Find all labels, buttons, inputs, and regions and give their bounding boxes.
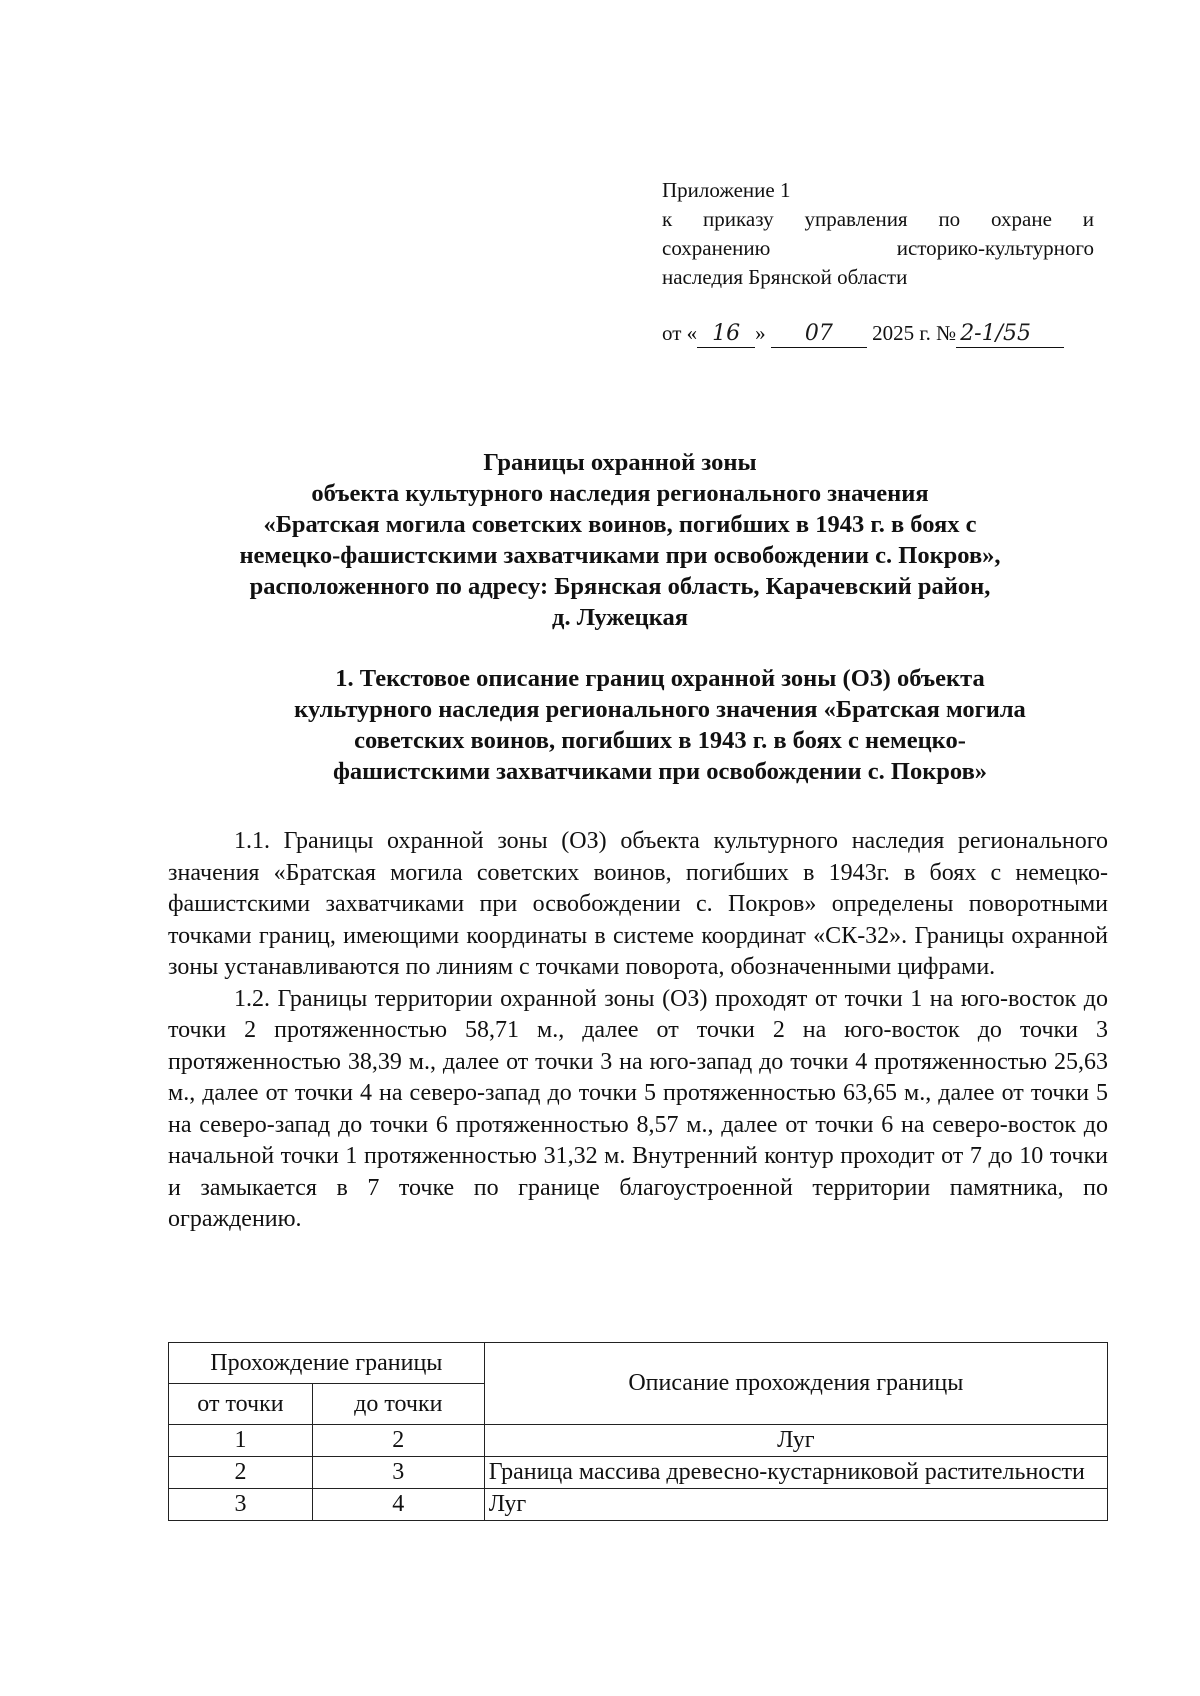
- cell-from: 1: [169, 1425, 313, 1457]
- paragraph-1-2: 1.2. Границы территории охранной зоны (ОЗ) проходят от точки 1 на юго-восток до точки 2 протяженностью 58,71 м., далее от точки 2 на юго-восток до точки 3 протяженностью 38,39 м., далее от точки 3 на юго-запад до точки 4 протяженностью 25,63 м., далее от точки 4 на северо-запад до точки 5 протяженностью 63,65 м., далее от точки 5 на северо-запад до точки 6 протяженностью 8,57 м., далее от точки 6 на северо-восток до начальной точки 1 протяженностью 31,32 м. Внутренний контур проходит от 7 до 10 точки и замыкается в 7 точке по границе благоустроенной территории памятника, по ограждению.: [168, 985, 1108, 1232]
- cell-to: 4: [312, 1489, 484, 1521]
- cell-from: 3: [169, 1489, 313, 1521]
- order-prefix: от «: [662, 321, 698, 345]
- title-line-2: объекта культурного наследия регионального значения: [311, 480, 929, 507]
- cell-to: 3: [312, 1457, 484, 1489]
- appendix-header: [662, 176, 1094, 292]
- table-row: [169, 1489, 1108, 1521]
- title-line-1: Границы охранной зоны: [483, 449, 757, 476]
- appendix-line-3: сохранению историко-культурного: [662, 236, 1094, 260]
- order-year-text: 2025 г. №: [872, 321, 957, 345]
- table-row: [169, 1425, 1108, 1457]
- cell-description: Граница массива древесно-кустарниковой растительности: [484, 1457, 1107, 1489]
- paragraph-1-1: 1.1. Границы охранной зоны (ОЗ) объекта культурного наследия регионального значения «Братская могила советских воинов, погибших в 1943г. в боях с немецко-фашистскими захватчиками при освобождении с. Покров» определены поворотными точками границ, имеющими координаты в системе координат «СК-32». Границы охранной зоны устанавливаются по линиям с точками поворота, обозначенными цифрами.: [168, 828, 1108, 980]
- document-title: [150, 447, 1090, 633]
- order-mid: »: [755, 321, 766, 345]
- title-line-6: д. Лужецкая: [552, 604, 688, 631]
- body-text: [168, 826, 1108, 1236]
- appendix-line-2: к приказу управления по охране и: [662, 207, 1094, 231]
- cell-from: 2: [169, 1457, 313, 1489]
- header-description: Описание прохождения границы: [484, 1343, 1107, 1425]
- order-date-number: [662, 318, 1102, 348]
- cell-description: Луг: [484, 1489, 1107, 1521]
- header-to-point: до точки: [312, 1384, 484, 1425]
- section-line-4: фашистскими захватчиками при освобождении с. Покров»: [332, 758, 988, 785]
- order-month: 07: [771, 321, 867, 348]
- section-line-1: 1. Текстовое описание границ охранной зоны (ОЗ) объекта: [335, 665, 985, 692]
- order-number: 2-1/55: [956, 321, 1064, 348]
- title-line-4: немецко-фашистскими захватчиками при освобождении с. Покров»,: [239, 542, 1001, 569]
- boundary-table: [168, 1342, 1108, 1521]
- section-line-2: культурного наследия регионального значения «Братская могила: [294, 696, 1026, 723]
- title-line-3: «Братская могила советских воинов, погибших в 1943 г. в боях с: [263, 511, 977, 538]
- section-1-heading: [220, 663, 1100, 787]
- appendix-line-1: Приложение 1: [662, 178, 791, 202]
- section-line-3: советских воинов, погибших в 1943 г. в боях с немецко-: [354, 727, 966, 754]
- table-row: [169, 1457, 1108, 1489]
- order-day: 16: [697, 321, 755, 348]
- appendix-line-4: наследия Брянской области: [662, 265, 908, 289]
- cell-to: 2: [312, 1425, 484, 1457]
- header-from-point: от точки: [169, 1384, 313, 1425]
- header-boundary-passage: Прохождение границы: [169, 1343, 485, 1384]
- cell-description: Луг: [484, 1425, 1107, 1457]
- title-line-5: расположенного по адресу: Брянская область, Карачевский район,: [249, 573, 991, 600]
